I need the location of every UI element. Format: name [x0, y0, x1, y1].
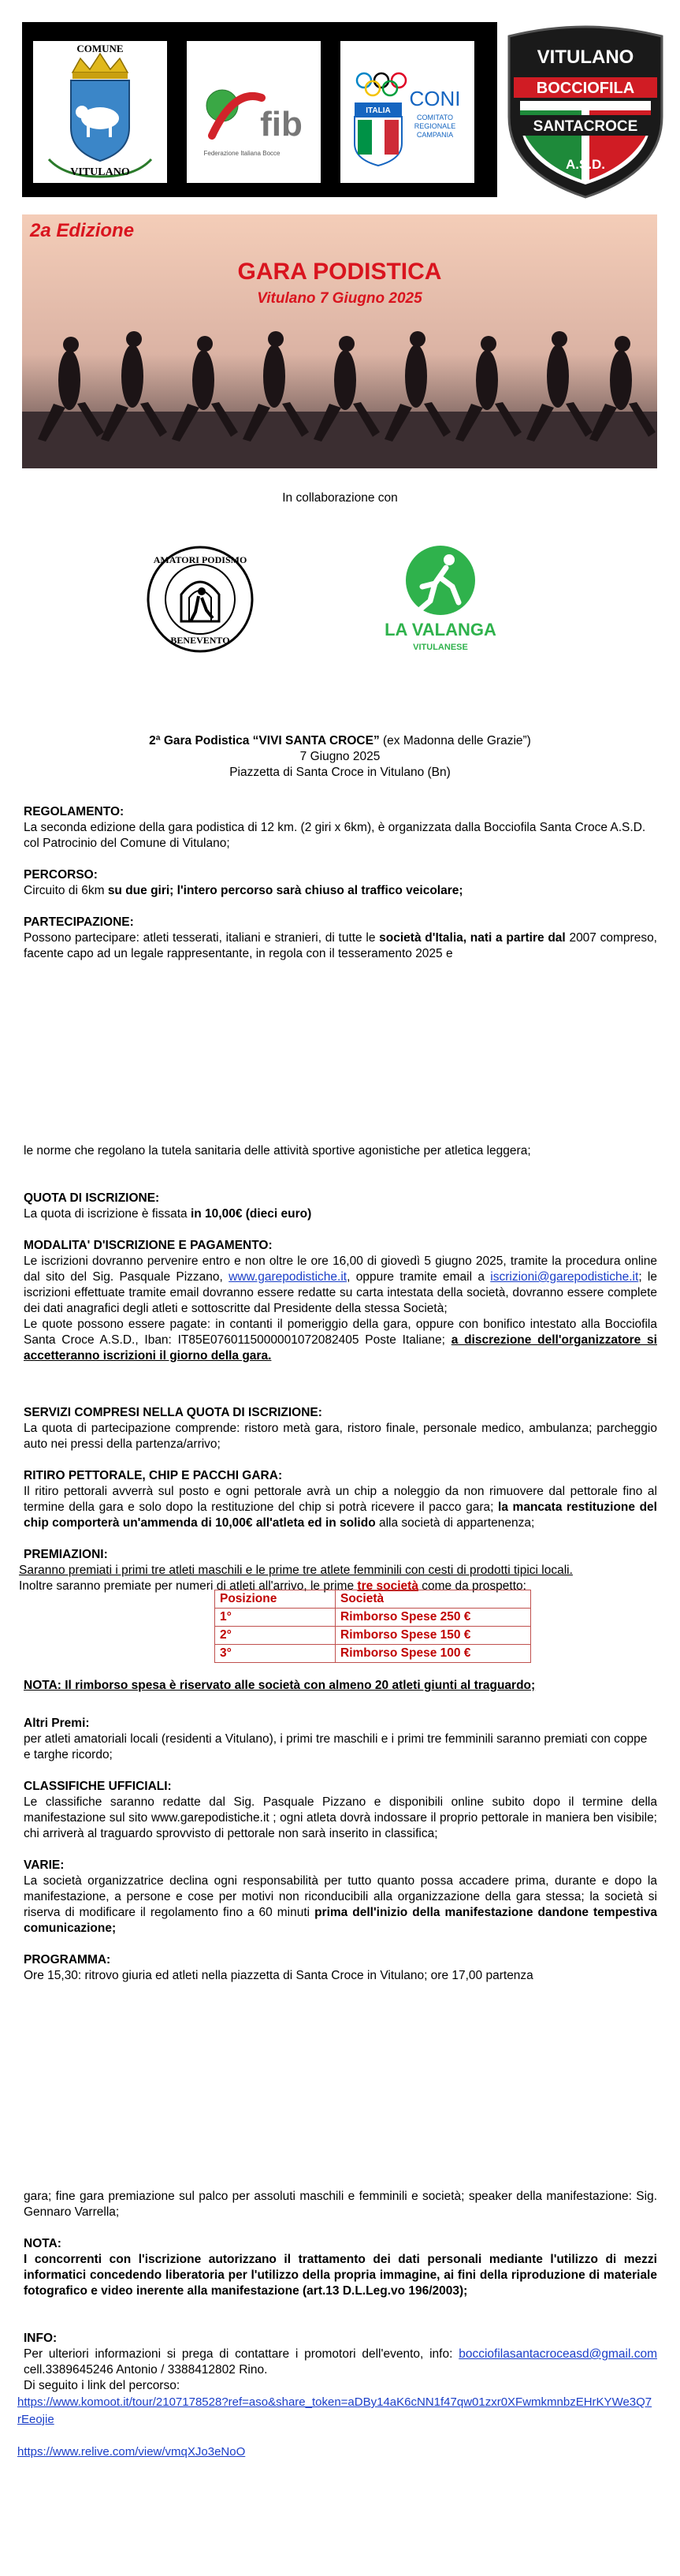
collab-text: In collaborazione con [282, 491, 398, 505]
quota-title: QUOTA DI ISCRIZIONE: [24, 1191, 160, 1205]
varie-title: VARIE: [24, 1858, 65, 1872]
nota-rimborso: NOTA: Il rimborso spesa è riservato alle società con almeno 20 atleti giunti al traguardo; [24, 1679, 536, 1692]
info-text: Per ulteriori informazioni si prega di contattare i promotori dell'evento, info: bocciofilasantacroceasd@gmail.com cell.3389645246 Antonio / 3388412802 Rino. [24, 2347, 657, 2377]
modalita-title: MODALITA' D'ISCRIZIONE E PAGAMENTO: [24, 1239, 273, 1252]
premiazioni-societa-text: Inoltre saranno premiate per numeri di atleti all'arrivo, le prime tre società come da prospetto: [19, 1579, 526, 1593]
premiazioni-title: PREMIAZIONI: [24, 1548, 108, 1561]
prize-position: 3° [215, 1645, 336, 1663]
info-title: INFO: [24, 2332, 58, 2345]
valanga-sub-text: VITULANESE [413, 643, 468, 652]
ritiro-title: RITIRO PETTORALE, CHIP E PACCHI GARA: [24, 1469, 283, 1482]
servizi-title: SERVIZI COMPRESI NELLA QUOTA DI ISCRIZIONE: [24, 1406, 322, 1419]
shield-top-text: VITULANO [537, 47, 634, 68]
event-title-name: “VIVI SANTA CROCE” [252, 734, 380, 747]
section-classifiche [24, 1779, 657, 1842]
event-location: Piazzetta di Santa Croce in Vitulano (Bn) [229, 766, 451, 779]
la-valanga-logo [381, 542, 500, 661]
prize-col-societa: Società [336, 1590, 531, 1609]
partecipazione-text-cont: le norme che regolano la tutela sanitaria delle attività sportive agonistiche per atletica leggera; [24, 1144, 531, 1158]
percorso-title: PERCORSO: [24, 868, 98, 882]
altri-text: per atleti amatoriali locali (residenti a Vitulano), i primi tre maschili e i primi tre femminili saranno premiati con coppe e targhe ricordo; [24, 1732, 648, 1761]
event-title-block [0, 733, 680, 781]
iscrizioni-email-link[interactable]: iscrizioni@garepodistiche.it [490, 1270, 639, 1284]
coni-sub2: REGIONALE [414, 122, 456, 130]
fib-text: fib [260, 105, 303, 144]
section-programma [24, 1952, 657, 1984]
info-links-intro: Di seguito i link del percorso: [24, 2379, 180, 2392]
fib-sub: Federazione Italiana Bocce [203, 150, 281, 157]
shield-mid-text: BOCCIOFILA [536, 80, 635, 97]
section-varie [24, 1858, 657, 1937]
section-info [24, 2331, 657, 2394]
event-title-prefix: 2ª Gara Podistica [149, 734, 253, 747]
classifiche-text: Le classifiche saranno redatte dal Sig. Pasquale Pizzano e disponibili online subito dopo il termine della manifestazione sul sito www.garepodistiche.it ; ogni atleta dovrà indossare il proprio pettorale in maniera ben visibile; chi arriverà al traguardo sprovvisto di pettorale non sarà inserito in classifica; [24, 1795, 657, 1840]
logo-bar [22, 22, 497, 197]
classifiche-title: CLASSIFICHE UFFICIALI: [24, 1780, 172, 1793]
partecipazione-text: Possono partecipare: atleti tesserati, italiani e stranieri, di tutte le società d'Italia, nati a partire dal 2007 compreso, facente capo ad un legale rappresentante, in regola con il tesseramento 2025 e [24, 931, 657, 960]
fib-logo [187, 41, 321, 183]
amatori-top-text: AMATORI PODISMO [153, 554, 247, 565]
banner-subtitle: Vitulano 7 Giugno 2025 [257, 290, 422, 307]
modalita-text: Le iscrizioni dovranno pervenire entro e non oltre le ore 16,00 di giovedì 5 giugno 2025, tramite la procedura online dal sito del Sig. Pasquale Pizzano, www.garepodistiche.it, oppure tramite email a iscrizioni@garepodistiche.it; le iscrizioni effettuate tramite email dovranno essere redatte su carta intestata della società, dovranno essere complete dei dati anagrafici degli atleti e sottoscritte dal Presidente della stessa Società; [24, 1254, 657, 1315]
amatori-podismo-logo [147, 546, 254, 653]
comune-vitulano-logo [33, 41, 167, 183]
prize-table [214, 1590, 531, 1663]
section-regolamento [24, 804, 657, 852]
quota-text: La quota di iscrizione è fissata in 10,00€ (dieci euro) [24, 1207, 312, 1221]
banner-edition: 2a Edizione [30, 220, 135, 241]
regolamento-text: La seconda edizione della gara podistica di 12 km. (2 giri x 6km), è organizzata dalla Bocciofila Santa Croce A.S.D. col Patrocinio del Comune di Vitulano; [24, 821, 646, 850]
programma-text: Ore 15,30: ritrovo giuria ed atleti nella piazzetta di Santa Croce in Vitulano; ore 17,00 partenza [24, 1969, 533, 1982]
section-ritiro [24, 1468, 657, 1531]
section-partecipazione [24, 915, 657, 962]
servizi-text: La quota di partecipazione comprende: ristoro metà gara, ristoro finale, personale medico, ambulanza; parcheggio auto nei pressi della partenza/arrivo; [24, 1422, 657, 1451]
bocciofila-shield-logo [503, 22, 668, 199]
info-email-link[interactable]: bocciofilasantacroceasd@gmail.com [459, 2347, 657, 2361]
prize-amount: Rimborso Spese 150 € [336, 1627, 531, 1645]
shield-bottom-text: A.S.D. [565, 157, 606, 172]
coni-sub3: CAMPANIA [416, 131, 454, 139]
nota-text: I concorrenti con l'iscrizione autorizzano il trattamento dei dati personali mediante l'utilizzo di mezzi informatici concedendo liberatoria per l'utilizzo della propria immagine, ai fini della riproduzione di materiale fotografico e video inerente alla manifestazione (art.13 D.L.Leg.vo 196/2003); [24, 2253, 657, 2298]
coni-italia-text: ITALIA [366, 106, 391, 115]
ritiro-text: Il ritiro pettorali avverrà sul posto e ogni pettorale avrà un chip a noleggio da non rimuovere dal pettorale fino al termine della gara e solo dopo la restituzione del chip si potrà ricevere il pacco gara; la mancata restituzione del chip comporterà un'ammenda di 10,00€ all'atleta ed in solido alla società di appartenenza; [24, 1485, 657, 1530]
programma-title: PROGRAMMA: [24, 1953, 111, 1966]
section-modalita [24, 1238, 657, 1364]
modalita-payment-text: Le quote possono essere pagate: in contanti il pomeriggio della gara, oppure con bonifico intestato alla Bocciofila Santa Croce A.S.D., Iban: IT85E0760115000001072082405 Poste Italiane; a discrezione dell'organizzatore si accetteranno iscrizioni il giorno della gara. [24, 1318, 657, 1363]
prize-table-header [215, 1590, 531, 1609]
comune-top-text: COMUNE [76, 43, 124, 54]
coni-logo [340, 41, 474, 183]
prize-position: 1° [215, 1609, 336, 1627]
coni-text: CONI [409, 87, 461, 110]
varie-text: La società organizzatrice declina ogni responsabilità per tutto quanto possa accadere prima, durante e dopo la manifestazione, a persone e cose per motivi non riconducibili alla organizzazione della gara stessa; la società si riserva di modificare il regolamento fino a 60 minuti prima dell'inizio della manifestazione dandone tempestiva comunicazione; [24, 1874, 658, 1935]
section-premiazioni [19, 1547, 652, 1594]
table-row [215, 1645, 531, 1663]
table-row [215, 1609, 531, 1627]
valanga-title-text: LA VALANGA [385, 620, 496, 639]
nota-title: NOTA: [24, 2237, 61, 2250]
event-title-line [0, 733, 680, 749]
prize-position: 2° [215, 1627, 336, 1645]
amatori-bottom-text: BENEVENTO [170, 635, 230, 646]
komoot-link[interactable]: https://www.komoot.it/tour/2107178528?ref=aso&share_token=aDBy14aK6cNN1f47qw01zxr0XFwmkmnbzEHrKYWe3Q7rEeojie [17, 2395, 652, 2426]
shield-low-text: SANTACROCE [533, 118, 638, 135]
premiazioni-text: Saranno premiati i primi tre atleti maschili e le prime tre atlete femminili con cesti di prodotti tipici locali. [19, 1564, 573, 1577]
partecipazione-title: PARTECIPAZIONE: [24, 915, 134, 929]
table-row [215, 1627, 531, 1645]
event-title-suffix: (ex Madonna delle Grazie”) [379, 734, 531, 747]
coni-sub1: COMITATO [417, 114, 453, 121]
section-percorso [24, 867, 657, 899]
event-date: 7 Giugno 2025 [299, 750, 381, 763]
regolamento-title: REGOLAMENTO: [24, 805, 124, 818]
comune-bottom-text: VITULANO [70, 166, 130, 178]
section-altri-premi [24, 1716, 657, 1763]
altri-title: Altri Premi: [24, 1717, 90, 1730]
section-nota [24, 2236, 657, 2299]
prize-amount: Rimborso Spese 100 € [336, 1645, 531, 1663]
prize-col-posizione: Posizione [215, 1590, 336, 1609]
programma-text-cont: gara; fine gara premiazione sul palco per assoluti maschili e femminili e società; speaker della manifestazione: Sig. Gennaro Varrella; [24, 2190, 657, 2219]
prize-amount: Rimborso Spese 250 € [336, 1609, 531, 1627]
section-quota [24, 1191, 657, 1222]
percorso-text: Circuito di 6km su due giri; l'intero percorso sarà chiuso al traffico veicolare; [24, 884, 463, 897]
event-banner [22, 214, 657, 468]
banner-title: GARA PODISTICA [237, 259, 442, 285]
relive-link[interactable]: https://www.relive.com/view/vmqXJo3eNoO [17, 2445, 246, 2459]
garepodistiche-link[interactable]: www.garepodistiche.it [229, 1270, 347, 1284]
section-servizi [24, 1405, 657, 1452]
